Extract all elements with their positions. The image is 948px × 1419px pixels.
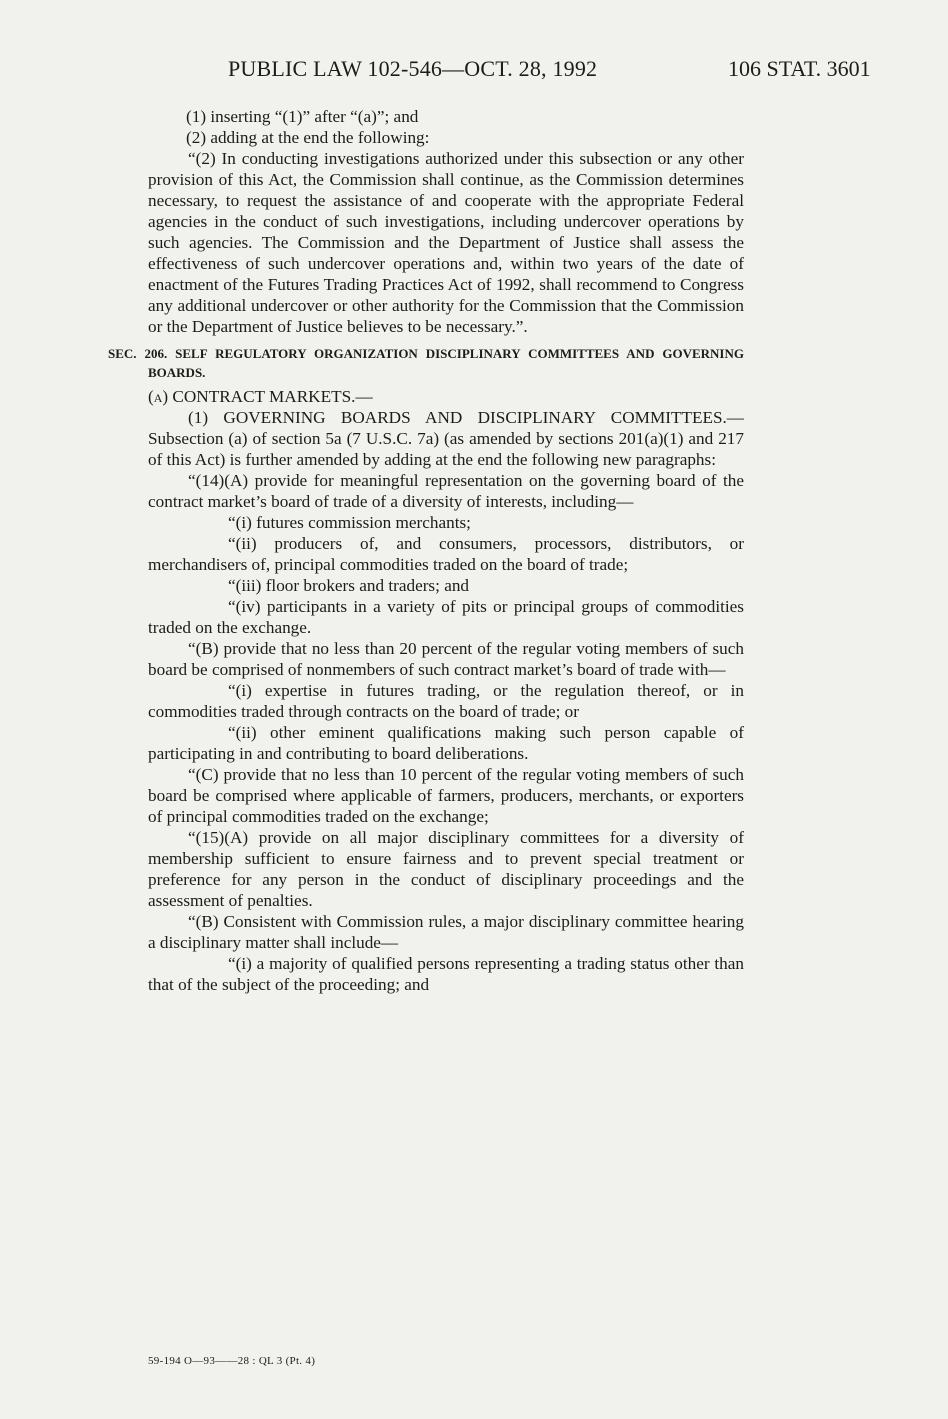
subsection-a-heading: (a) CONTRACT MARKETS.— [148, 387, 373, 406]
section-heading: SEC. 206. SELF REGULATORY ORGANIZATION DISCIPLINARY COMMITTEES AND GOVERNING BOARDS. [108, 346, 744, 380]
amendment-item-2: (2) adding at the end the following: [186, 128, 430, 147]
amendment-item-1: (1) inserting “(1)” after “(a)”; and [186, 107, 419, 126]
printer-footer-code: 59-194 O—93——28 : QL 3 (Pt. 4) [148, 1355, 316, 1367]
clause-14Bii: “(ii) other eminent qualifications making such person capable of participating in and contributing to board deliberations. [148, 723, 744, 763]
paragraph-1-text: Subsection (a) of section 5a (7 U.S.C. 7a) (as amended by sections 201(a)(1) and 217 of this Act) is further amended by adding at the end the following new paragraphs: [148, 429, 744, 469]
clause-15Bi: “(i) a majority of qualified persons representing a trading status other than that of the subject of the proceeding; and [148, 954, 744, 994]
clause-14iv: “(iv) participants in a variety of pits or principal groups of commodities traded on the exchange. [148, 597, 744, 637]
paragraph-15A: “(15)(A) provide on all major disciplinary committees for a diversity of membership sufficient to ensure fairness and to prevent special treatment or preference for any person in the conduct of disciplinary proceedings and the assessment of penalties. [148, 828, 744, 910]
paragraph-1-heading: (1) GOVERNING BOARDS AND DISCIPLINARY COMMITTEES.— [188, 408, 744, 427]
clause-14i: “(i) futures commission merchants; [228, 513, 471, 532]
paragraph-14C: “(C) provide that no less than 10 percent of the regular voting members of such board be comprised where applicable of farmers, producers, merchants, or exporters of principal commodities traded on the exchange; [148, 765, 744, 826]
quoted-paragraph-2: “(2) In conducting investigations authorized under this subsection or any other provision of this Act, the Commission shall continue, as the Commission determines necessary, to request the assistance of and cooperate with the appropriate Federal agencies in the conduct of such investigations, including undercover operations by such agencies. The Commission and the Department of Justice shall assess the effectiveness of such undercover operations and, within two years of the date of enactment of the Futures Trading Practices Act of 1992, shall recommend to Congress any additional undercover or other authority for the Commission that the Commission or the Department of Justice believes to be necessary.”. [148, 149, 744, 336]
running-header-title: PUBLIC LAW 102-546—OCT. 28, 1992 [228, 56, 598, 81]
paragraph-14B: “(B) provide that no less than 20 percent of the regular voting members of such board be comprised of nonmembers of such contract market’s board of trade with— [148, 639, 744, 679]
body-text [108, 106, 744, 995]
clause-14ii: “(ii) producers of, and consumers, processors, distributors, or merchandisers of, principal commodities traded on the board of trade; [148, 534, 744, 574]
statute-page-number: 106 STAT. 3601 [728, 56, 871, 81]
paragraph-1 [148, 407, 744, 470]
clause-14iii: “(iii) floor brokers and traders; and [228, 576, 470, 595]
paragraph-14A: “(14)(A) provide for meaningful representation on the governing board of the contract market’s board of trade of a diversity of interests, including— [148, 471, 744, 511]
paragraph-15B: “(B) Consistent with Commission rules, a major disciplinary committee hearing a disciplinary matter shall include— [148, 912, 744, 952]
clause-14Bi: “(i) expertise in futures trading, or the regulation thereof, or in commodities traded through contracts on the board of trade; or [148, 681, 744, 721]
